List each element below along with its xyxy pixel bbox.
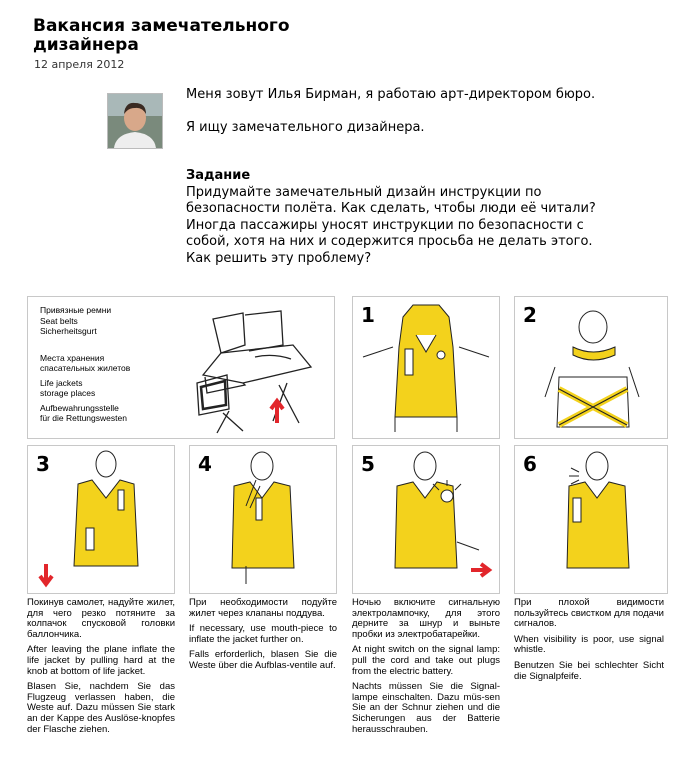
label-storage-de-1: Aufbewahrungsstelle bbox=[40, 402, 119, 413]
step-4-panel bbox=[189, 445, 337, 594]
step-3-caption bbox=[27, 598, 175, 740]
step-6-caption bbox=[514, 598, 664, 687]
step-3-text-de: Blasen Sie, nachdem Sie das Flugzeug verlassen haben, die Weste auf. Dazu müssen Sie stark an der Kappe des Auslöse-knopfes der Flasche ziehen. bbox=[27, 681, 175, 735]
step-4-number: 4 bbox=[198, 452, 212, 476]
step-1-illustration bbox=[353, 297, 499, 438]
step-3-number: 3 bbox=[36, 452, 50, 476]
step-3-panel bbox=[27, 445, 175, 594]
step-5-text-de: Nachts müssen Sie die Signal-lampe einschalten. Dazu müs-sen Sie an der Schnur ziehen und die Sicherungen aus der Batterie herausschrauben. bbox=[352, 681, 500, 735]
step-6-text-de: Benutzen Sie bei schlechter Sicht die Signalpfeife. bbox=[514, 659, 664, 682]
step-5-number: 5 bbox=[361, 452, 375, 476]
task-heading: Задание bbox=[186, 168, 251, 183]
step-4-text-en: If necessary, use mouth-piece to inflate the jacket further on. bbox=[189, 623, 337, 645]
step-3-text-ru: Покинув самолет, надуйте жилет, для чего резко потяните за колпачок спусковой головки баллончика. bbox=[27, 597, 175, 640]
step-4-text-ru: При необходимости подуйте жилет через клапаны поддува. bbox=[189, 597, 337, 619]
label-belts-de: Sicherheitsgurt bbox=[40, 326, 97, 336]
label-storage-en-1: Life jackets bbox=[40, 377, 83, 388]
seat-panel bbox=[27, 296, 335, 439]
step-4-illustration bbox=[190, 446, 336, 593]
task-text: Придумайте замечательный дизайн инструкции по безопасности полёта. Как сделать, чтобы люди её читали? Иногда пассажиры уносят инструкции по безопасности с собой, хотя на них и содержится просьба не делать этого. Как решить эту проблему? bbox=[186, 184, 596, 266]
intro-text bbox=[186, 87, 616, 267]
label-storage-ru-1: Места хранения bbox=[40, 352, 105, 363]
step-2-panel bbox=[514, 296, 668, 439]
post-title[interactable]: Вакансия замечательного дизайнера bbox=[33, 16, 290, 55]
intro-line-name: Меня зовут Илья Бирман, я работаю арт-директором бюро. bbox=[186, 87, 596, 102]
step-2-illustration bbox=[515, 297, 667, 438]
step-1-number: 1 bbox=[361, 303, 375, 327]
post-date: 12 апреля 2012 bbox=[34, 58, 125, 71]
step-3-illustration bbox=[28, 446, 174, 593]
step-6-illustration bbox=[515, 446, 667, 593]
step-6-text-en: When visibility is poor, use signal whistle. bbox=[514, 633, 664, 656]
step-6-panel bbox=[514, 445, 668, 594]
step-5-panel bbox=[352, 445, 500, 594]
step-5-illustration bbox=[353, 446, 499, 593]
step-1-panel bbox=[352, 296, 500, 439]
step-6-number: 6 bbox=[523, 452, 537, 476]
step-5-text-en: At night switch on the signal lamp: pull the cord and take out plugs from the electric battery. bbox=[352, 644, 500, 677]
step-2-number: 2 bbox=[523, 303, 537, 327]
label-storage-en-2: storage places bbox=[40, 388, 96, 398]
label-storage-ru-2: спасательных жилетов bbox=[40, 363, 131, 373]
step-5-text-ru: Ночью включите сигнальную электролампочку, для этого дерните за шнур и выньте пробки из электробатарейки. bbox=[352, 597, 500, 640]
intro-line-search: Я ищу замечательного дизайнера. bbox=[186, 119, 425, 135]
step-3-text-en: After leaving the plane inflate the life jacket by pulling hard at the knob at bottom of life jacket. bbox=[27, 644, 175, 677]
label-belts-en: Seat belts bbox=[40, 315, 78, 326]
step-4-caption bbox=[189, 598, 337, 677]
seat-illustration bbox=[183, 305, 331, 435]
step-4-text-de: Falls erforderlich, blasen Sie die Weste über die Aufblas-ventile auf. bbox=[189, 649, 337, 671]
step-5-caption bbox=[352, 598, 500, 740]
step-6-text-ru: При плохой видимости пользуйтесь свистком для подачи сигналов. bbox=[514, 597, 664, 630]
author-photo bbox=[107, 93, 163, 149]
seat-labels bbox=[40, 305, 130, 424]
label-storage-de-2: für die Rettungswesten bbox=[40, 413, 127, 423]
label-belts-ru: Привязные ремни bbox=[40, 305, 112, 315]
